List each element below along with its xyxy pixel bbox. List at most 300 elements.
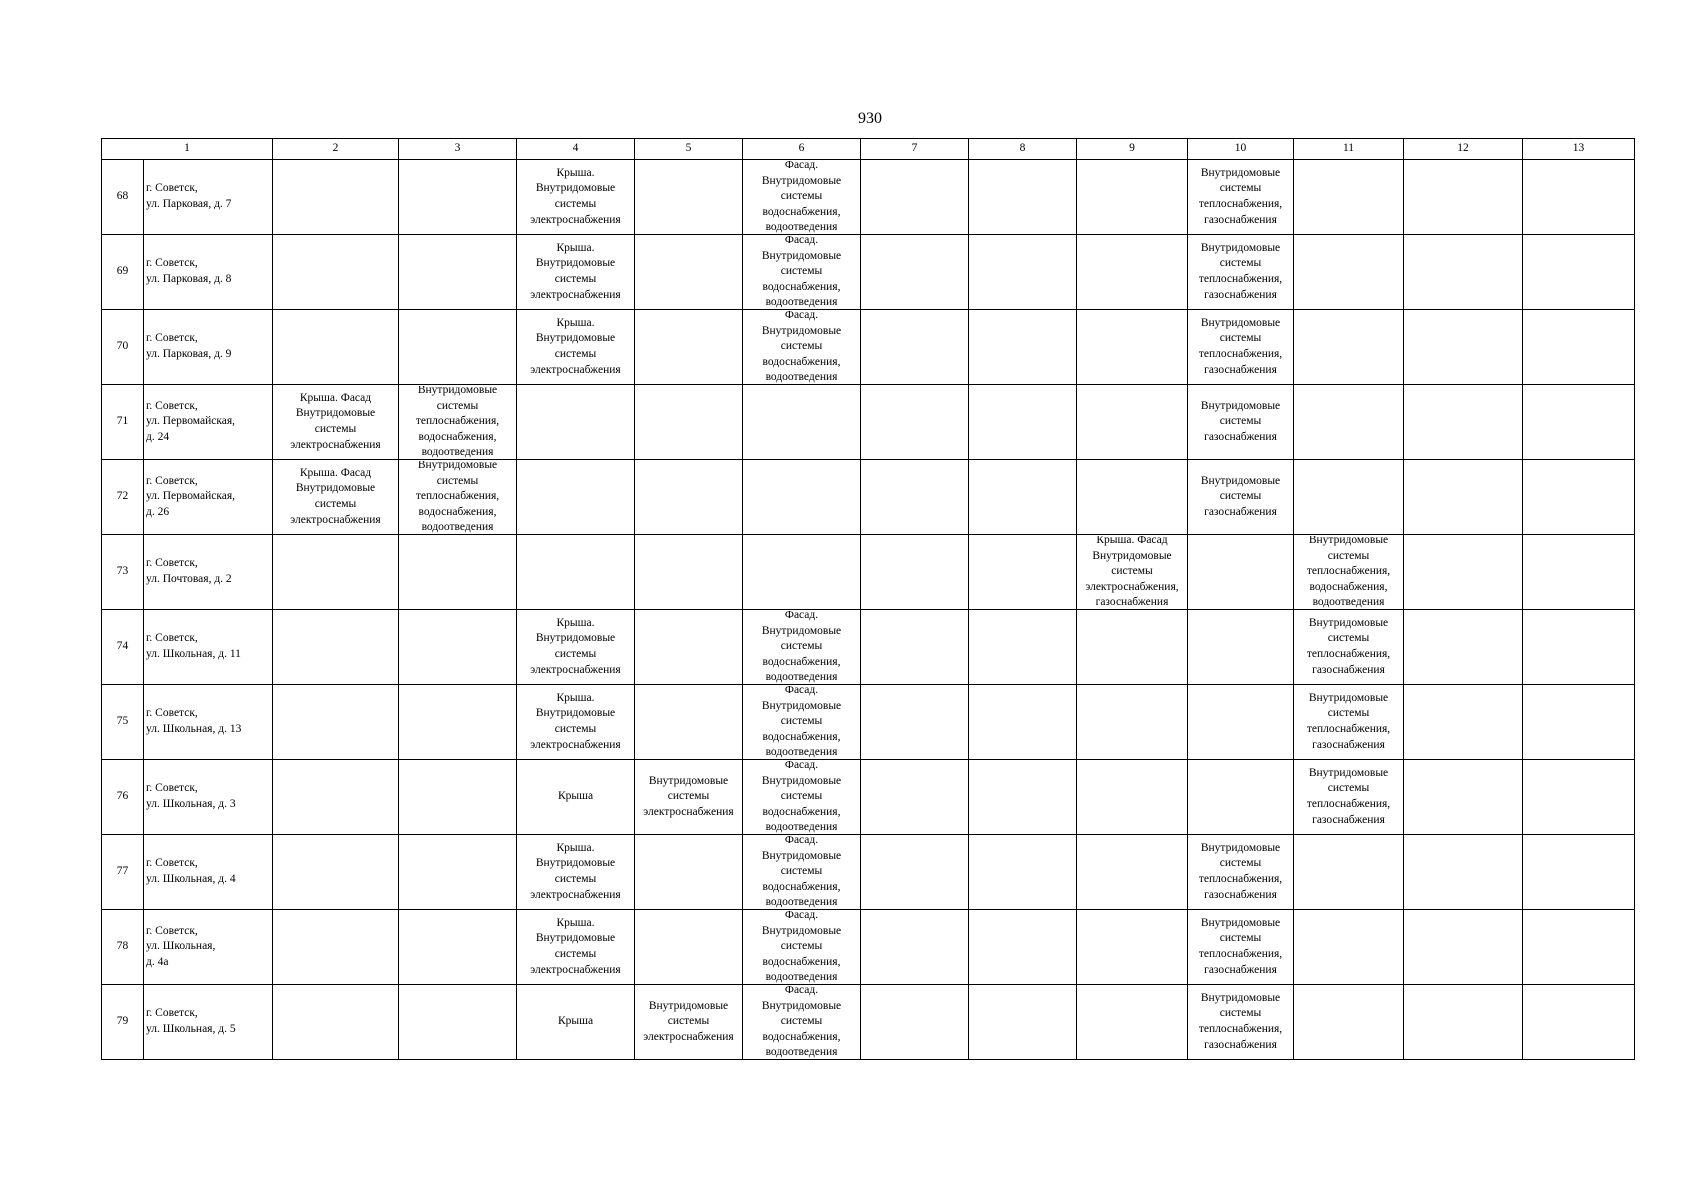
work-cell-col-10 bbox=[1188, 835, 1294, 910]
work-cell-col-13 bbox=[1523, 610, 1635, 685]
work-text-line: электроснабжения bbox=[643, 1030, 734, 1043]
address-cell bbox=[144, 460, 273, 535]
work-cell-col-7 bbox=[861, 835, 969, 910]
work-text-line: системы bbox=[1219, 257, 1262, 270]
address-cell bbox=[144, 160, 273, 235]
work-text-line: электроснабжения bbox=[643, 805, 734, 818]
work-cell-col-5 bbox=[635, 685, 743, 760]
work-text-line: Крыша. bbox=[556, 691, 595, 704]
work-cell-col-7 bbox=[861, 685, 969, 760]
work-text-line: Крыша. bbox=[556, 166, 595, 179]
work-cell-col-10 bbox=[1188, 310, 1294, 385]
work-cell-col-2 bbox=[273, 385, 399, 460]
work-cell-col-10 bbox=[1188, 910, 1294, 985]
work-text-line: Внутридомовые bbox=[417, 385, 498, 397]
work-text-line: газоснабжения bbox=[1204, 888, 1277, 901]
work-cell-col-6 bbox=[743, 610, 861, 685]
work-text-line: системы bbox=[1327, 632, 1370, 645]
work-text-line: Фасад. bbox=[784, 910, 819, 922]
column-header: 5 bbox=[635, 139, 743, 160]
column-header: 1 bbox=[102, 139, 273, 160]
address-line: г. Советск, bbox=[146, 632, 198, 645]
table-row bbox=[102, 385, 1635, 460]
work-text-line: Внутридомовые bbox=[761, 624, 842, 637]
work-cell-col-8 bbox=[969, 385, 1077, 460]
work-cell-col-6 bbox=[743, 460, 861, 535]
work-cell-col-2 bbox=[273, 610, 399, 685]
address-line: ул. Школьная, bbox=[146, 940, 216, 953]
work-text-line: системы bbox=[1219, 490, 1262, 503]
column-header: 9 bbox=[1077, 139, 1188, 160]
work-text-line: Крыша. bbox=[556, 316, 595, 329]
work-text-line: Внутридомовые bbox=[648, 999, 729, 1012]
row-number: 76 bbox=[102, 760, 144, 835]
work-cell-col-8 bbox=[969, 760, 1077, 835]
work-cell-col-9 bbox=[1077, 460, 1188, 535]
work-text-line: водоснабжения, bbox=[762, 805, 841, 818]
work-text-line: системы bbox=[780, 940, 823, 953]
work-text-line: Внутридомовые bbox=[1308, 535, 1389, 547]
column-header: 12 bbox=[1404, 139, 1523, 160]
address-line: г. Советск, bbox=[146, 182, 198, 195]
work-text-line: системы bbox=[780, 190, 823, 203]
address-cell bbox=[144, 235, 273, 310]
work-text-line: Внутридомовые bbox=[761, 849, 842, 862]
work-cell-col-9 bbox=[1077, 160, 1188, 235]
work-cell-col-11 bbox=[1294, 535, 1404, 610]
work-cell-col-12 bbox=[1404, 835, 1523, 910]
work-cell-col-2 bbox=[273, 835, 399, 910]
work-text-line: электроснабжения bbox=[530, 288, 621, 301]
work-cell-col-4 bbox=[517, 835, 635, 910]
work-cell-col-2 bbox=[273, 910, 399, 985]
work-cell-col-9 bbox=[1077, 760, 1188, 835]
work-cell-col-3 bbox=[399, 460, 517, 535]
work-text-line: газоснабжения bbox=[1204, 288, 1277, 301]
work-cell-col-4 bbox=[517, 685, 635, 760]
work-cell-col-11 bbox=[1294, 610, 1404, 685]
work-text-line: Внутридомовые bbox=[295, 407, 376, 420]
address-line: г. Советск, bbox=[146, 257, 198, 270]
work-cell-col-4 bbox=[517, 535, 635, 610]
work-text-line: водоотведения bbox=[765, 746, 838, 759]
work-cell-col-13 bbox=[1523, 760, 1635, 835]
address-cell bbox=[144, 910, 273, 985]
address-line: ул. Первомайская, bbox=[146, 415, 236, 428]
work-text-line: теплоснабжения, bbox=[1198, 1023, 1283, 1035]
work-cell-col-3 bbox=[399, 685, 517, 760]
work-text-line: Внутридомовые bbox=[535, 257, 616, 270]
work-cell-col-2 bbox=[273, 985, 399, 1060]
work-cell-col-5 bbox=[635, 835, 743, 910]
work-text-line: Крыша. Фасад bbox=[299, 466, 372, 479]
work-text-line: системы bbox=[1219, 415, 1262, 428]
work-text-line: Внутридомовые bbox=[535, 707, 616, 720]
work-cell-col-4 bbox=[517, 985, 635, 1060]
address-line: ул. Школьная, д. 11 bbox=[146, 648, 241, 660]
work-cell-col-11 bbox=[1294, 760, 1404, 835]
work-cell-col-8 bbox=[969, 460, 1077, 535]
table-row bbox=[102, 760, 1635, 835]
address-line: д. 4а bbox=[146, 955, 169, 968]
column-header: 11 bbox=[1294, 139, 1404, 160]
work-cell-col-7 bbox=[861, 460, 969, 535]
work-text-line: газоснабжения bbox=[1204, 1038, 1277, 1051]
work-text-line: Внутридомовые bbox=[1200, 991, 1281, 1004]
row-number: 72 bbox=[102, 460, 144, 535]
work-text-line: системы bbox=[667, 790, 710, 803]
work-text-line: системы bbox=[667, 1015, 710, 1028]
work-cell-col-4 bbox=[517, 610, 635, 685]
work-text-line: системы bbox=[314, 498, 357, 510]
address-line: д. 24 bbox=[146, 430, 170, 443]
work-text-line: водоотведения bbox=[765, 971, 838, 984]
work-text-line: электроснабжения bbox=[290, 438, 381, 451]
work-text-line: системы bbox=[1219, 332, 1262, 345]
work-cell-col-2 bbox=[273, 535, 399, 610]
work-text-line: системы bbox=[1219, 932, 1262, 945]
work-text-line: газоснабжения bbox=[1095, 596, 1169, 609]
work-cell-col-5 bbox=[635, 385, 743, 460]
work-cell-col-8 bbox=[969, 160, 1077, 235]
row-number: 70 bbox=[102, 310, 144, 385]
work-cell-col-8 bbox=[969, 535, 1077, 610]
address-line: г. Советск, bbox=[146, 1007, 198, 1020]
work-text-line: Внутридомовые bbox=[648, 774, 729, 787]
work-text-line: электроснабжения, bbox=[1085, 580, 1179, 593]
address-line: г. Советск, bbox=[146, 399, 198, 412]
work-text-line: системы bbox=[780, 265, 823, 278]
work-cell-col-7 bbox=[861, 535, 969, 610]
address-line: ул. Почтовая, д. 2 bbox=[146, 573, 232, 585]
work-cell-col-4 bbox=[517, 160, 635, 235]
work-cell-col-11 bbox=[1294, 385, 1404, 460]
work-text-line: Внутридомовые bbox=[761, 774, 842, 787]
work-text-line: Крыша. Фасад bbox=[1096, 535, 1168, 547]
work-text-line: водоотведения bbox=[765, 296, 838, 309]
work-text-line: Внутридомовые bbox=[761, 249, 842, 262]
work-cell-col-13 bbox=[1523, 835, 1635, 910]
work-text-line: системы bbox=[436, 399, 479, 412]
work-cell-col-13 bbox=[1523, 235, 1635, 310]
work-cell-col-9 bbox=[1077, 610, 1188, 685]
work-text-line: Внутридомовые bbox=[1308, 616, 1389, 629]
work-cell-col-11 bbox=[1294, 460, 1404, 535]
address-line: г. Советск, bbox=[146, 857, 198, 870]
work-text-line: Внутридомовые bbox=[1200, 474, 1281, 487]
work-cell-col-12 bbox=[1404, 385, 1523, 460]
work-cell-col-10 bbox=[1188, 985, 1294, 1060]
table-row bbox=[102, 835, 1635, 910]
address-line: ул. Школьная, д. 4 bbox=[146, 873, 236, 885]
work-text-line: водоотведения bbox=[765, 371, 838, 384]
work-text-line: системы bbox=[1219, 1007, 1262, 1020]
work-cell-col-2 bbox=[273, 685, 399, 760]
work-text-line: системы bbox=[554, 648, 597, 660]
work-cell-col-5 bbox=[635, 535, 743, 610]
work-text-line: газоснабжения bbox=[1204, 505, 1277, 518]
work-text-line: Внутридомовые bbox=[295, 482, 376, 495]
work-text-line: Внутридомовые bbox=[535, 632, 616, 645]
row-number: 77 bbox=[102, 835, 144, 910]
work-cell-col-6 bbox=[743, 685, 861, 760]
column-header: 7 bbox=[861, 139, 969, 160]
work-cell-col-4 bbox=[517, 385, 635, 460]
address-line: ул. Школьная, д. 5 bbox=[146, 1023, 236, 1035]
table-row bbox=[102, 535, 1635, 610]
work-cell-col-3 bbox=[399, 535, 517, 610]
work-text-line: системы bbox=[1219, 857, 1262, 870]
table-row bbox=[102, 685, 1635, 760]
work-text-line: Фасад. bbox=[784, 160, 819, 172]
work-text-line: Внутридомовые bbox=[1200, 241, 1281, 254]
address-line: г. Советск, bbox=[146, 332, 198, 345]
work-cell-col-6 bbox=[743, 985, 861, 1060]
work-text-line: Крыша bbox=[557, 1015, 594, 1028]
work-text-line: газоснабжения bbox=[1312, 738, 1385, 751]
work-cell-col-5 bbox=[635, 910, 743, 985]
work-cell-col-9 bbox=[1077, 310, 1188, 385]
column-header: 10 bbox=[1188, 139, 1294, 160]
work-cell-col-7 bbox=[861, 160, 969, 235]
work-cell-col-7 bbox=[861, 235, 969, 310]
work-text-line: водоснабжения, bbox=[762, 1030, 841, 1043]
work-cell-col-13 bbox=[1523, 985, 1635, 1060]
work-cell-col-7 bbox=[861, 760, 969, 835]
address-cell bbox=[144, 985, 273, 1060]
row-number: 75 bbox=[102, 685, 144, 760]
work-cell-col-10 bbox=[1188, 685, 1294, 760]
work-cell-col-12 bbox=[1404, 460, 1523, 535]
table-row bbox=[102, 235, 1635, 310]
work-text-line: водоснабжения, bbox=[762, 880, 841, 893]
work-text-line: системы bbox=[314, 423, 357, 435]
work-text-line: системы bbox=[436, 474, 479, 487]
work-text-line: системы bbox=[780, 1015, 823, 1028]
work-cell-col-7 bbox=[861, 910, 969, 985]
work-cell-col-6 bbox=[743, 910, 861, 985]
column-header: 2 bbox=[273, 139, 399, 160]
work-text-line: теплоснабжения, bbox=[415, 415, 500, 428]
work-cell-col-8 bbox=[969, 685, 1077, 760]
work-text-line: водоотведения bbox=[765, 896, 838, 909]
address-line: ул. Первомайская, bbox=[146, 490, 236, 503]
work-text-line: водоснабжения, bbox=[762, 355, 841, 368]
work-text-line: водоснабжения, bbox=[762, 280, 841, 293]
work-cell-col-6 bbox=[743, 385, 861, 460]
work-text-line: Крыша bbox=[557, 790, 594, 803]
work-text-line: газоснабжения bbox=[1204, 363, 1277, 376]
work-text-line: водоотведения bbox=[765, 221, 838, 234]
work-text-line: системы bbox=[554, 948, 597, 960]
row-number: 69 bbox=[102, 235, 144, 310]
work-cell-col-8 bbox=[969, 610, 1077, 685]
work-text-line: Крыша. bbox=[556, 241, 595, 254]
work-text-line: Внутридомовые bbox=[535, 182, 616, 195]
address-line: г. Советск, bbox=[146, 707, 198, 720]
work-cell-col-8 bbox=[969, 310, 1077, 385]
work-cell-col-3 bbox=[399, 235, 517, 310]
work-text-line: газоснабжения bbox=[1204, 213, 1277, 226]
work-text-line: Внутридомовые bbox=[1308, 691, 1389, 704]
work-text-line: Фасад. bbox=[784, 235, 819, 247]
work-cell-col-13 bbox=[1523, 535, 1635, 610]
work-text-line: водоснабжения, bbox=[418, 505, 497, 518]
work-text-line: электроснабжения bbox=[290, 513, 381, 526]
work-cell-col-3 bbox=[399, 385, 517, 460]
work-text-line: системы bbox=[780, 790, 823, 803]
table-body bbox=[102, 160, 1635, 1060]
work-cell-col-13 bbox=[1523, 385, 1635, 460]
work-cell-col-8 bbox=[969, 835, 1077, 910]
work-cell-col-4 bbox=[517, 460, 635, 535]
work-cell-col-5 bbox=[635, 160, 743, 235]
work-cell-col-12 bbox=[1404, 910, 1523, 985]
work-cell-col-9 bbox=[1077, 535, 1188, 610]
address-cell bbox=[144, 535, 273, 610]
work-text-line: Крыша. bbox=[556, 841, 595, 854]
work-cell-col-11 bbox=[1294, 160, 1404, 235]
work-text-line: Фасад. bbox=[784, 610, 819, 622]
work-cell-col-6 bbox=[743, 760, 861, 835]
address-line: ул. Школьная, д. 13 bbox=[146, 723, 242, 735]
work-text-line: системы bbox=[780, 640, 823, 653]
work-text-line: теплоснабжения, bbox=[1198, 198, 1283, 210]
row-number: 79 bbox=[102, 985, 144, 1060]
work-text-line: системы bbox=[1327, 707, 1370, 720]
work-cell-col-13 bbox=[1523, 310, 1635, 385]
work-text-line: системы bbox=[780, 865, 823, 878]
work-text-line: водоотведения bbox=[765, 671, 838, 684]
work-cell-col-6 bbox=[743, 160, 861, 235]
work-cell-col-10 bbox=[1188, 535, 1294, 610]
work-text-line: Внутридомовые bbox=[761, 924, 842, 937]
work-text-line: теплоснабжения, bbox=[415, 490, 500, 503]
work-text-line: Внутридомовые bbox=[1308, 766, 1389, 779]
work-cell-col-4 bbox=[517, 310, 635, 385]
address-line: г. Советск, bbox=[146, 557, 198, 570]
work-text-line: Фасад. bbox=[784, 835, 819, 847]
work-cell-col-6 bbox=[743, 310, 861, 385]
work-cell-col-3 bbox=[399, 760, 517, 835]
work-cell-col-5 bbox=[635, 985, 743, 1060]
work-text-line: водоснабжения, bbox=[762, 205, 841, 218]
work-cell-col-5 bbox=[635, 610, 743, 685]
work-text-line: Крыша. bbox=[556, 616, 595, 629]
work-text-line: Внутридомовые bbox=[417, 460, 498, 472]
work-text-line: Крыша. Фасад bbox=[299, 391, 372, 404]
work-cell-col-8 bbox=[969, 910, 1077, 985]
column-header: 8 bbox=[969, 139, 1077, 160]
work-cell-col-10 bbox=[1188, 160, 1294, 235]
work-cell-col-7 bbox=[861, 385, 969, 460]
work-text-line: системы bbox=[780, 340, 823, 353]
work-text-line: Внутридомовые bbox=[1200, 399, 1281, 412]
column-header: 3 bbox=[399, 139, 517, 160]
address-cell bbox=[144, 760, 273, 835]
address-line: ул. Парковая, д. 9 bbox=[146, 348, 232, 360]
work-cell-col-12 bbox=[1404, 610, 1523, 685]
work-cell-col-13 bbox=[1523, 160, 1635, 235]
work-text-line: Фасад. bbox=[784, 985, 819, 997]
work-cell-col-13 bbox=[1523, 910, 1635, 985]
work-cell-col-11 bbox=[1294, 685, 1404, 760]
work-text-line: Внутридомовые bbox=[1200, 316, 1281, 329]
address-line: ул. Парковая, д. 8 bbox=[146, 273, 232, 285]
address-cell bbox=[144, 310, 273, 385]
work-text-line: водоснабжения, bbox=[762, 730, 841, 743]
address-line: г. Советск, bbox=[146, 474, 198, 487]
work-text-line: системы bbox=[554, 348, 597, 360]
work-cell-col-3 bbox=[399, 160, 517, 235]
page-number: 930 bbox=[858, 110, 882, 127]
work-cell-col-12 bbox=[1404, 160, 1523, 235]
work-cell-col-4 bbox=[517, 760, 635, 835]
work-cell-col-2 bbox=[273, 460, 399, 535]
schedule-table bbox=[101, 138, 1635, 1060]
work-cell-col-11 bbox=[1294, 910, 1404, 985]
work-text-line: Внутридомовые bbox=[535, 857, 616, 870]
work-text-line: Фасад. bbox=[784, 310, 819, 322]
work-cell-col-13 bbox=[1523, 460, 1635, 535]
work-cell-col-10 bbox=[1188, 460, 1294, 535]
work-text-line: электроснабжения bbox=[530, 363, 621, 376]
work-text-line: Фасад. bbox=[784, 760, 819, 772]
address-cell bbox=[144, 835, 273, 910]
table-row bbox=[102, 610, 1635, 685]
work-text-line: водоснабжения, bbox=[1309, 580, 1388, 593]
address-line: д. 26 bbox=[146, 505, 170, 518]
work-cell-col-12 bbox=[1404, 535, 1523, 610]
work-cell-col-2 bbox=[273, 760, 399, 835]
work-cell-col-12 bbox=[1404, 760, 1523, 835]
work-text-line: газоснабжения bbox=[1312, 813, 1385, 826]
work-text-line: системы bbox=[554, 273, 597, 285]
work-cell-col-7 bbox=[861, 985, 969, 1060]
work-cell-col-11 bbox=[1294, 310, 1404, 385]
work-cell-col-11 bbox=[1294, 835, 1404, 910]
work-text-line: водоотведения bbox=[1312, 596, 1385, 609]
work-cell-col-2 bbox=[273, 235, 399, 310]
row-number: 71 bbox=[102, 385, 144, 460]
work-text-line: системы bbox=[1327, 549, 1370, 562]
work-cell-col-3 bbox=[399, 610, 517, 685]
work-text-line: Внутридомовые bbox=[535, 332, 616, 345]
address-line: ул. Школьная, д. 3 bbox=[146, 798, 236, 810]
work-text-line: системы bbox=[554, 723, 597, 735]
work-text-line: Внутридомовые bbox=[1092, 549, 1172, 562]
work-text-line: Внутридомовые bbox=[761, 174, 842, 187]
work-cell-col-3 bbox=[399, 910, 517, 985]
work-text-line: системы bbox=[1111, 565, 1153, 578]
work-text-line: теплоснабжения, bbox=[1306, 565, 1391, 578]
work-text-line: электроснабжения bbox=[530, 888, 621, 901]
work-cell-col-6 bbox=[743, 835, 861, 910]
work-cell-col-6 bbox=[743, 535, 861, 610]
work-cell-col-10 bbox=[1188, 235, 1294, 310]
work-text-line: водоотведения bbox=[421, 521, 494, 534]
table-row bbox=[102, 985, 1635, 1060]
work-text-line: системы bbox=[1327, 782, 1370, 795]
work-cell-col-3 bbox=[399, 985, 517, 1060]
work-text-line: системы bbox=[554, 198, 597, 210]
work-cell-col-3 bbox=[399, 835, 517, 910]
work-cell-col-10 bbox=[1188, 760, 1294, 835]
work-cell-col-7 bbox=[861, 610, 969, 685]
table-row bbox=[102, 160, 1635, 235]
work-text-line: водоотведения bbox=[421, 446, 494, 459]
work-cell-col-10 bbox=[1188, 610, 1294, 685]
